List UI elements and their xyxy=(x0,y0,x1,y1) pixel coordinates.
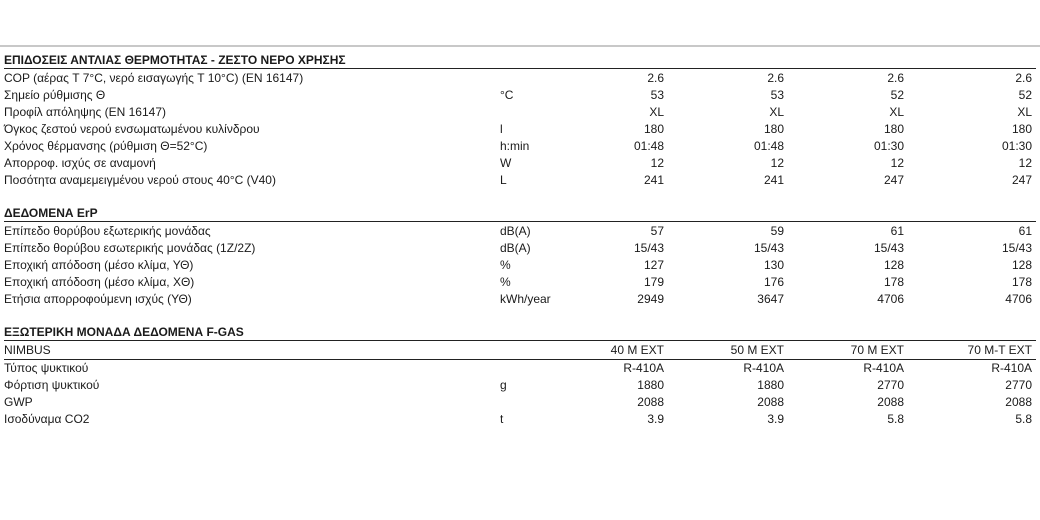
table-row xyxy=(4,240,1036,257)
row-value: 178 xyxy=(883,275,904,289)
section-title: ΔΕΔΟΜΕΝΑ ErP xyxy=(4,205,1036,222)
row-value: 61 xyxy=(890,224,904,238)
table-row xyxy=(4,70,1036,87)
row-label: Χρόνος θέρμανσης (ρύθμιση Θ=52°C) xyxy=(4,139,208,153)
table-row xyxy=(4,394,1036,411)
row-value: 2088 xyxy=(1005,395,1032,409)
table-row xyxy=(4,360,1036,377)
row-value: 59 xyxy=(770,224,784,238)
row-value: 247 xyxy=(1011,173,1032,187)
row-value: 15/43 xyxy=(753,241,784,255)
row-label: Φόρτιση ψυκτικού xyxy=(4,378,100,392)
row-label: Όγκος ζεστού νερού ενσωματωμένου κυλίνδρου xyxy=(4,122,260,136)
row-value: 57 xyxy=(650,224,664,238)
table-row xyxy=(4,155,1036,172)
row-value: 3647 xyxy=(757,292,784,306)
row-label: Ποσότητα αναμεμειγμένου νερού στους 40°C (V40) xyxy=(4,173,276,187)
row-value: R-410A xyxy=(623,361,664,375)
row-label: NIMBUS xyxy=(4,343,51,357)
row-value: 241 xyxy=(643,173,664,187)
row-value: 3.9 xyxy=(647,412,664,426)
row-value: 128 xyxy=(1011,258,1032,272)
row-value: 52 xyxy=(1018,88,1032,102)
row-unit: g xyxy=(500,378,507,392)
row-unit: % xyxy=(500,258,511,272)
table-row xyxy=(4,172,1036,189)
row-value: 15/43 xyxy=(633,241,664,255)
row-value: 2770 xyxy=(877,378,904,392)
row-value: R-410A xyxy=(991,361,1032,375)
row-label: Προφίλ απόληψης (EN 16147) xyxy=(4,105,166,119)
row-value: 2088 xyxy=(637,395,664,409)
table-row xyxy=(4,274,1036,291)
model-name: 50 M EXT xyxy=(730,343,784,357)
table-row xyxy=(4,257,1036,274)
row-value: 180 xyxy=(883,122,904,136)
row-value: XL xyxy=(1017,105,1032,119)
row-unit: L xyxy=(500,173,507,187)
row-value: 12 xyxy=(770,156,784,170)
table-row xyxy=(4,291,1036,308)
model-header-row xyxy=(4,342,1036,360)
row-value: 01:48 xyxy=(633,139,664,153)
row-value: 5.8 xyxy=(887,412,904,426)
top-divider xyxy=(0,45,1040,47)
table-row xyxy=(4,377,1036,394)
row-unit: W xyxy=(500,156,512,170)
row-label: Εποχική απόδοση (μέσο κλίμα, ΧΘ) xyxy=(4,275,195,289)
row-value: XL xyxy=(889,105,904,119)
row-value: 3.9 xyxy=(767,412,784,426)
row-value: 247 xyxy=(883,173,904,187)
row-value: 1880 xyxy=(757,378,784,392)
row-value: 2.6 xyxy=(647,71,664,85)
row-unit: l xyxy=(500,122,503,136)
row-value: 2.6 xyxy=(1015,71,1032,85)
row-value: 128 xyxy=(883,258,904,272)
row-value: XL xyxy=(769,105,784,119)
row-value: 130 xyxy=(763,258,784,272)
row-label: Επίπεδο θορύβου εξωτερικής μονάδας xyxy=(4,224,211,238)
row-label: Επίπεδο θορύβου εσωτερικής μονάδας (1Z/2Z) xyxy=(4,241,256,255)
row-value: 2088 xyxy=(877,395,904,409)
table-row xyxy=(4,411,1036,428)
row-unit: t xyxy=(500,412,504,426)
row-value: 2770 xyxy=(1005,378,1032,392)
section-erp-data xyxy=(4,205,1036,308)
row-value: 01:30 xyxy=(873,139,904,153)
row-value: 01:30 xyxy=(1001,139,1032,153)
row-value: 12 xyxy=(650,156,664,170)
row-value: 180 xyxy=(763,122,784,136)
row-value: 12 xyxy=(890,156,904,170)
row-value: 4706 xyxy=(877,292,904,306)
row-value: 53 xyxy=(650,88,664,102)
row-value: 12 xyxy=(1018,156,1032,170)
model-name: 40 M EXT xyxy=(610,343,664,357)
row-value: 1880 xyxy=(637,378,664,392)
row-unit: h:min xyxy=(500,139,530,153)
row-value: R-410A xyxy=(863,361,904,375)
row-label: Απορροφ. ισχύς σε αναμονή xyxy=(4,156,156,170)
row-value: 01:48 xyxy=(753,139,784,153)
row-value: 176 xyxy=(763,275,784,289)
row-value: 2088 xyxy=(757,395,784,409)
row-label: GWP xyxy=(4,395,33,409)
table-row xyxy=(4,223,1036,240)
row-label: Εποχική απόδοση (μέσο κλίμα, ΥΘ) xyxy=(4,258,194,272)
row-value: 180 xyxy=(1011,122,1032,136)
section-title: ΕΞΩΤΕΡΙΚΗ ΜΟΝΑΔΑ ΔΕΔΟΜΕΝΑ F-GAS xyxy=(4,324,1036,341)
section-title: ΕΠΙΔΟΣΕΙΣ ΑΝΤΛΙΑΣ ΘΕΡΜΟΤΗΤΑΣ - ΖΕΣΤΟ ΝΕΡΟ ΧΡΗΣΗΣ xyxy=(4,52,1036,69)
row-value: 241 xyxy=(763,173,784,187)
row-label: Ισοδύναμα CO2 xyxy=(4,412,90,426)
row-label: COP (αέρας T 7°C, νερό εισαγωγής T 10°C) (EN 16147) xyxy=(4,71,304,85)
row-label: Τύπος ψυκτικού xyxy=(4,361,89,375)
row-value: 15/43 xyxy=(1001,241,1032,255)
row-unit: dB(A) xyxy=(500,241,531,255)
row-value: 127 xyxy=(643,258,664,272)
row-value: 61 xyxy=(1018,224,1032,238)
row-value: 2.6 xyxy=(887,71,904,85)
table-row xyxy=(4,121,1036,138)
row-value: XL xyxy=(649,105,664,119)
row-value: 179 xyxy=(643,275,664,289)
row-unit: dB(A) xyxy=(500,224,531,238)
row-value: R-410A xyxy=(743,361,784,375)
table-row xyxy=(4,87,1036,104)
row-value: 180 xyxy=(643,122,664,136)
row-value: 2949 xyxy=(637,292,664,306)
row-value: 53 xyxy=(770,88,784,102)
row-value: 178 xyxy=(1011,275,1032,289)
row-value: 52 xyxy=(890,88,904,102)
row-unit: °C xyxy=(500,88,514,102)
model-name: 70 M-T EXT xyxy=(967,343,1032,357)
row-unit: % xyxy=(500,275,511,289)
model-name: 70 M EXT xyxy=(850,343,904,357)
section-heat-pump-dhw xyxy=(4,52,1036,189)
row-label: Ετήσια απορροφούμενη ισχύς (ΥΘ) xyxy=(4,292,192,306)
table-row xyxy=(4,138,1036,155)
row-value: 5.8 xyxy=(1015,412,1032,426)
row-unit: kWh/year xyxy=(500,292,551,306)
section-fgas-data xyxy=(4,324,1036,428)
spec-sheet xyxy=(4,52,1036,428)
row-value: 4706 xyxy=(1005,292,1032,306)
row-value: 2.6 xyxy=(767,71,784,85)
row-label: Σημείο ρύθμισης Θ xyxy=(4,88,106,102)
table-row xyxy=(4,104,1036,121)
row-value: 15/43 xyxy=(873,241,904,255)
